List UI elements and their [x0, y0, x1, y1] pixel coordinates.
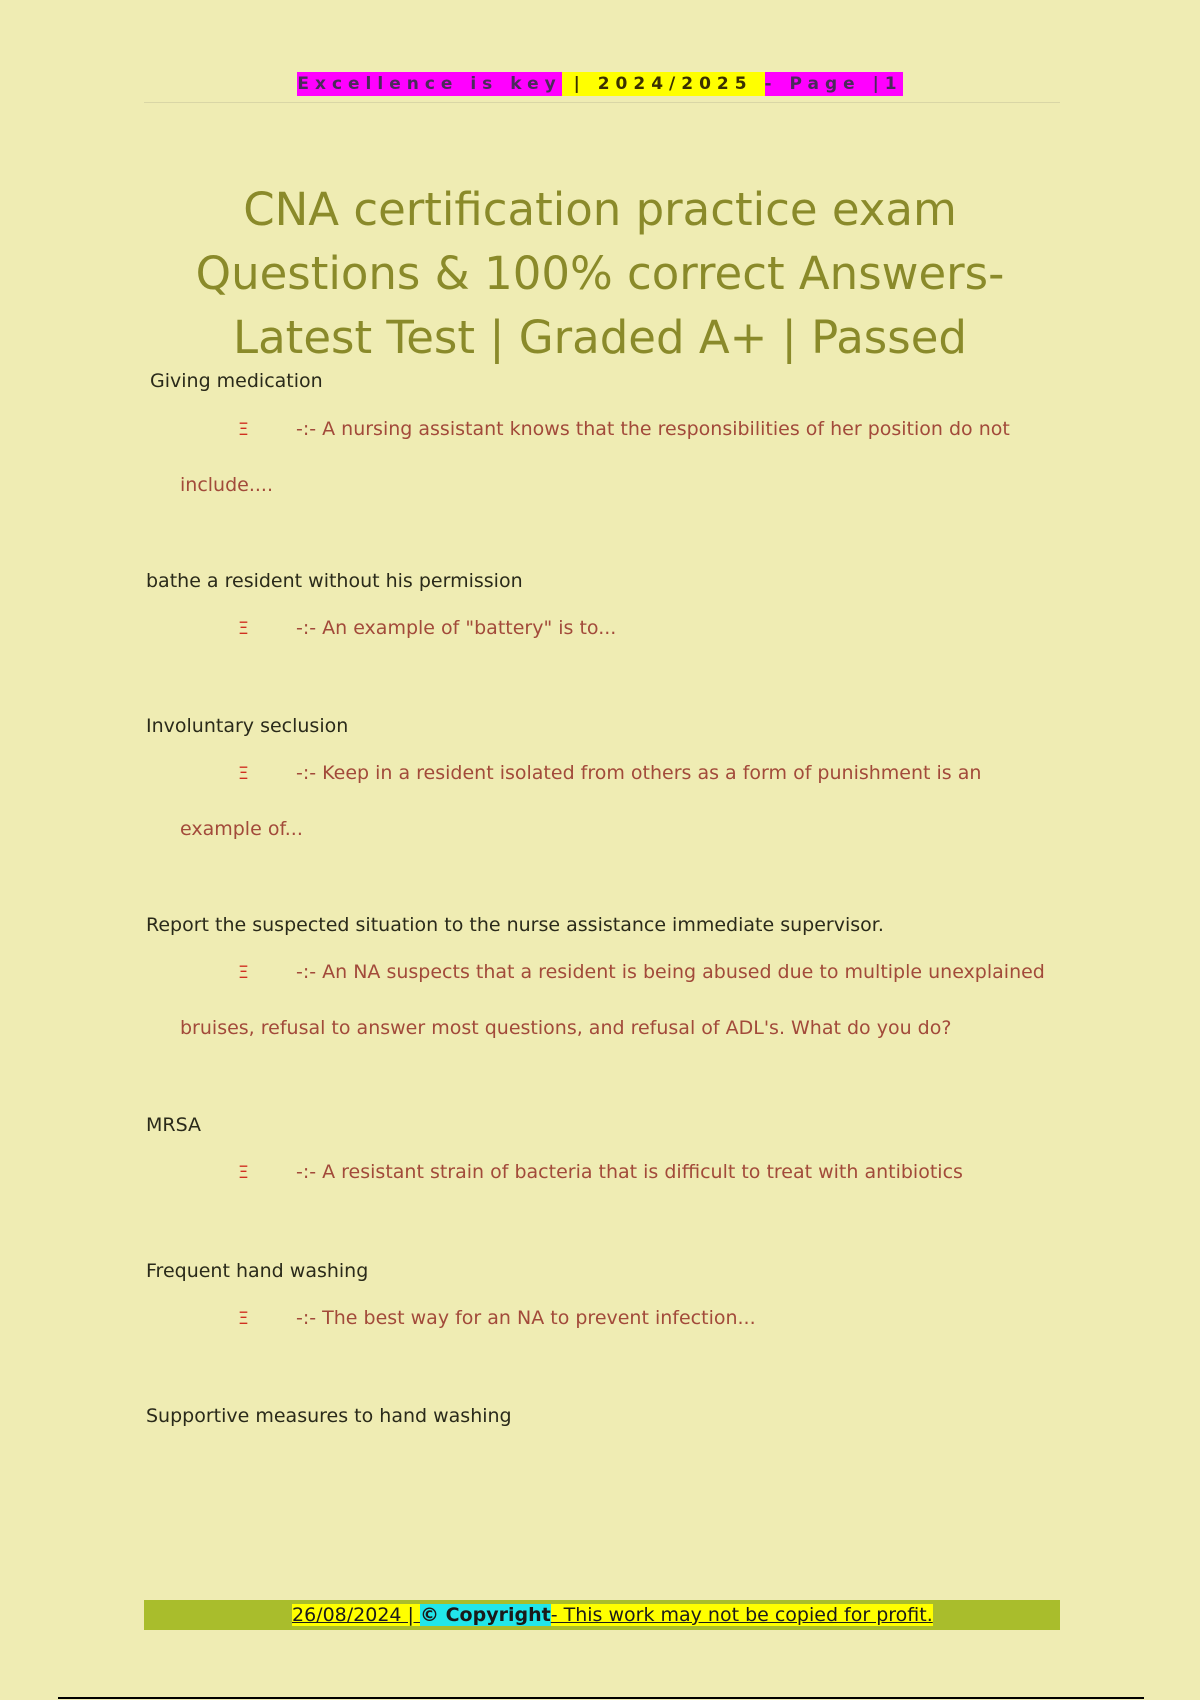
- question-content: A resistant strain of bacteria that is difficult to treat with antibiotics: [322, 1161, 963, 1183]
- answer-text: MRSA: [146, 1114, 202, 1136]
- answer-text: Involuntary seclusion: [146, 715, 349, 737]
- page-bottom-divider: [58, 1697, 1144, 1699]
- footer-copyright: © Copyright: [420, 1604, 551, 1626]
- page-header: [0, 70, 1200, 98]
- separator: -:-: [296, 1307, 317, 1329]
- bullet-icon: Ξ: [238, 963, 249, 983]
- header-motto: Excellence is key: [297, 74, 562, 94]
- page-footer: [144, 1600, 1060, 1630]
- answer-text: bathe a resident without his permission: [146, 570, 523, 592]
- bullet-icon: Ξ: [238, 1163, 249, 1183]
- header-page-number: 1: [884, 74, 903, 94]
- separator: -:-: [296, 418, 317, 440]
- title-line-3: Latest Test | Graded A+ | Passed: [233, 311, 967, 364]
- question-text: [180, 601, 1060, 657]
- question-content: An example of "battery" is to...: [322, 617, 617, 639]
- question-content: An NA suspects that a resident is being abused due to multiple unexplained bruises, refusal to answer most questions, and refusal of ADL's. What do you do?: [180, 961, 1045, 1039]
- footer-date: 26/08/2024 |: [292, 1604, 420, 1626]
- bullet-icon: Ξ: [238, 1309, 249, 1329]
- footer-notice: - This work may not be copied for profit.: [550, 1604, 933, 1626]
- question-text: [180, 945, 1060, 1056]
- question-text: [180, 1145, 1060, 1201]
- title-line-2: Questions & 100% correct Answers-: [195, 247, 1005, 300]
- answer-text: Frequent hand washing: [146, 1260, 369, 1282]
- bullet-icon: Ξ: [238, 420, 249, 440]
- bullet-icon: Ξ: [238, 764, 249, 784]
- answer-text: Giving medication: [150, 370, 323, 392]
- separator: -:-: [296, 1161, 317, 1183]
- question-content: Keep in a resident isolated from others as a form of punishment is an example of...: [180, 762, 982, 840]
- title-line-1: CNA certification practice exam: [243, 183, 957, 236]
- question-content: The best way for an NA to prevent infection...: [322, 1307, 756, 1329]
- question-content: A nursing assistant knows that the responsibilities of her position do not include....: [180, 418, 1010, 496]
- separator: -:-: [296, 961, 317, 983]
- answer-text: Report the suspected situation to the nurse assistance immediate supervisor.: [146, 914, 884, 936]
- separator: -:-: [296, 762, 317, 784]
- header-year: | 2024/2025: [561, 74, 765, 94]
- question-text: [180, 1291, 1060, 1347]
- separator: -:-: [296, 617, 317, 639]
- header-divider: [144, 102, 1060, 103]
- question-text: [180, 746, 1060, 857]
- header-page-label: - Page |: [764, 74, 885, 94]
- answer-text: Supportive measures to hand washing: [146, 1405, 512, 1427]
- document-title: [100, 178, 1100, 370]
- bullet-icon: Ξ: [238, 619, 249, 639]
- question-text: [180, 402, 1060, 513]
